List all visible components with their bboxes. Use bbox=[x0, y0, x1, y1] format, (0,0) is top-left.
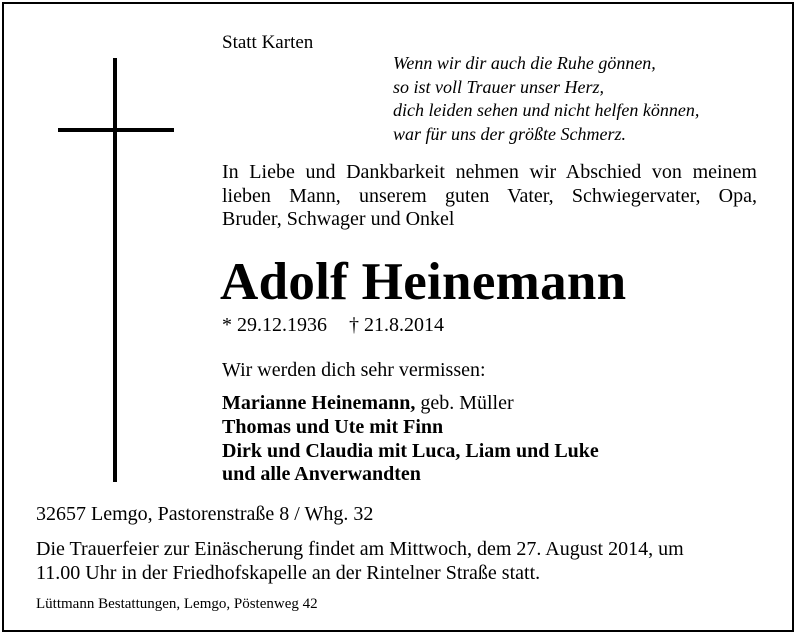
poem-line: war für uns der größte Schmerz. bbox=[393, 123, 626, 144]
family-list bbox=[222, 392, 599, 487]
life-dates bbox=[222, 314, 466, 337]
miss-text: Wir werden dich sehr vermissen: bbox=[222, 359, 486, 381]
widow-maiden-name: geb. Müller bbox=[415, 392, 514, 414]
family-line: Dirk und Claudia mit Luca, Liam und Luke bbox=[222, 439, 599, 462]
poem-line: dich leiden sehen und nicht helfen können, bbox=[393, 100, 700, 120]
death-date: † 21.8.2014 bbox=[349, 314, 444, 336]
intro-line: Bruder, Schwager und Onkel bbox=[222, 208, 455, 230]
family-line bbox=[222, 392, 599, 416]
poem-line: so ist voll Trauer unser Herz, bbox=[393, 76, 605, 97]
poem bbox=[393, 52, 699, 146]
deceased-name: Adolf Heinemann bbox=[220, 253, 627, 311]
address: 32657 Lemgo, Pastorenstraße 8 / Whg. 32 bbox=[36, 503, 374, 525]
cross-icon-bar bbox=[58, 128, 174, 132]
intro-line: lieben Mann, unserem guten Vater, Schwiegervater, Opa, bbox=[222, 184, 757, 207]
cross-icon bbox=[113, 58, 117, 482]
statt-karten-label: Statt Karten bbox=[222, 32, 314, 53]
intro-text bbox=[222, 161, 757, 232]
undertaker: Lüttmann Bestattungen, Lemgo, Pöstenweg 42 bbox=[36, 596, 318, 612]
widow-name: Marianne Heinemann, bbox=[222, 392, 416, 414]
poem-line: Wenn wir dir auch die Ruhe gönnen, bbox=[393, 53, 656, 73]
intro-line: In Liebe und Dankbarkeit nehmen wir Abschied von meinem bbox=[222, 161, 757, 183]
funeral-line: 11.00 Uhr in der Friedhofskapelle an der Rintelner Straße statt. bbox=[36, 561, 541, 584]
family-line: und alle Anverwandten bbox=[222, 463, 421, 486]
family-line: Thomas und Ute mit Finn bbox=[222, 415, 444, 438]
funeral-line: Die Trauerfeier zur Einäscherung findet am Mittwoch, dem 27. August 2014, um bbox=[36, 538, 684, 560]
birth-date: * 29.12.1936 bbox=[222, 314, 327, 336]
funeral-notice bbox=[36, 538, 684, 585]
